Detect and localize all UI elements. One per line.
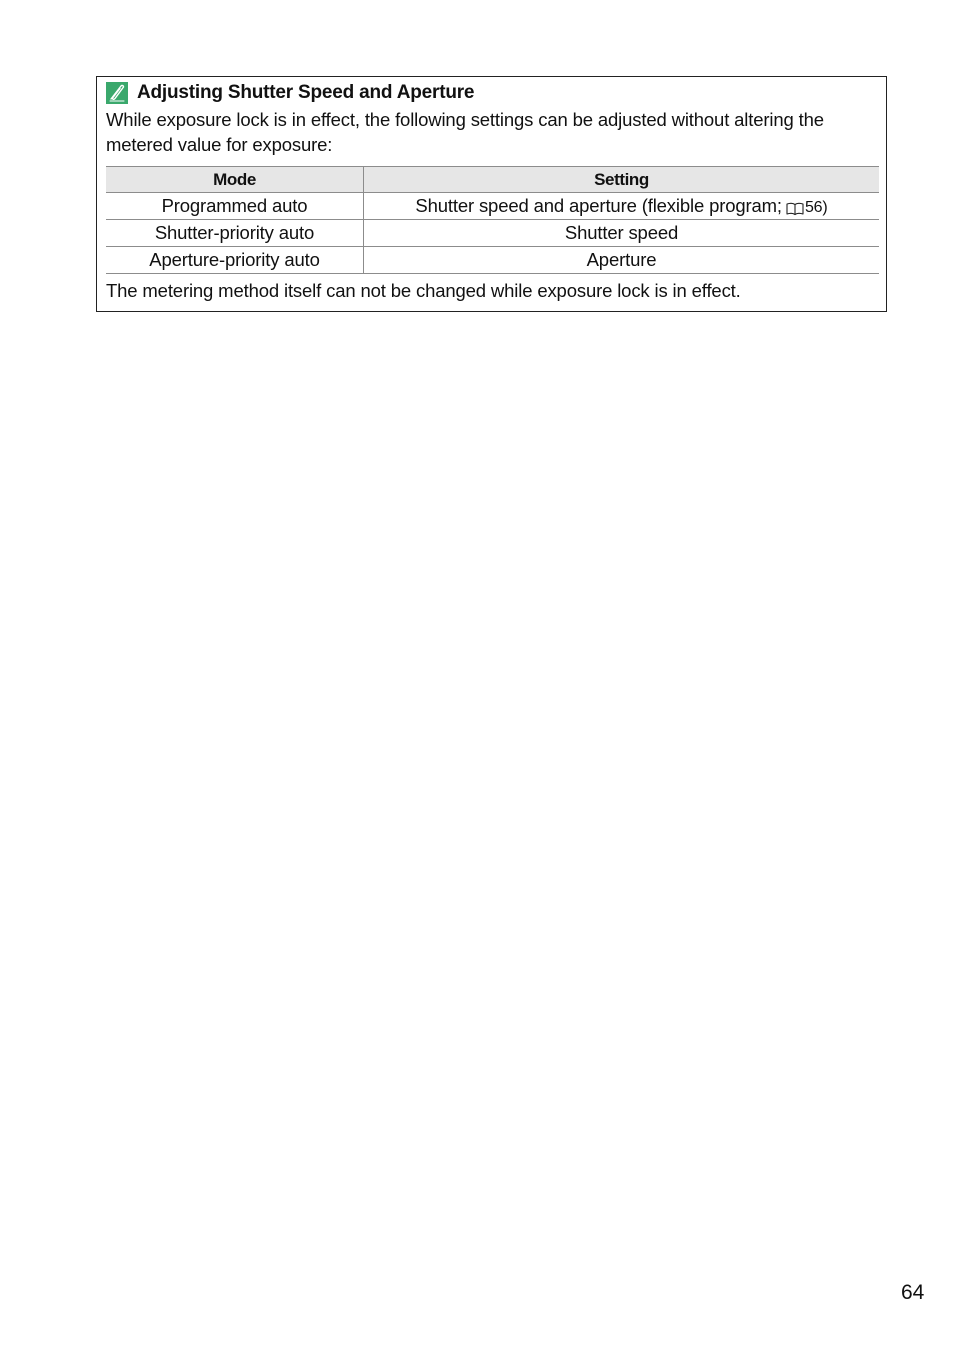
note-title-row xyxy=(106,81,474,105)
row-mode: Programmed auto xyxy=(106,193,364,220)
note-footer: The metering method itself can not be changed while exposure lock is in effect. xyxy=(106,280,741,301)
header-setting: Setting xyxy=(364,167,880,193)
row-setting-text: Shutter speed and aperture (flexible program; xyxy=(415,195,782,216)
table-row xyxy=(106,247,879,274)
row-mode: Shutter-priority auto xyxy=(106,220,364,247)
ref-page-number[interactable]: 56) xyxy=(804,199,828,216)
note-intro: While exposure lock is in effect, the following settings can be adjusted without altering the metered value for exposure: xyxy=(106,109,824,155)
table-row xyxy=(106,220,879,247)
note-pencil-icon xyxy=(106,82,128,104)
book-ref-icon xyxy=(786,199,804,213)
note-box xyxy=(96,76,887,312)
table-header-row xyxy=(106,167,879,193)
note-title: Adjusting Shutter Speed and Aperture xyxy=(137,82,475,103)
row-setting: Shutter speed xyxy=(364,220,880,247)
settings-table xyxy=(106,166,879,274)
row-setting xyxy=(364,193,880,220)
page-number: 64 xyxy=(901,1281,925,1304)
table-row xyxy=(106,193,879,220)
header-mode: Mode xyxy=(106,167,364,193)
row-setting: Aperture xyxy=(364,247,880,274)
row-mode: Aperture-priority auto xyxy=(106,247,364,274)
